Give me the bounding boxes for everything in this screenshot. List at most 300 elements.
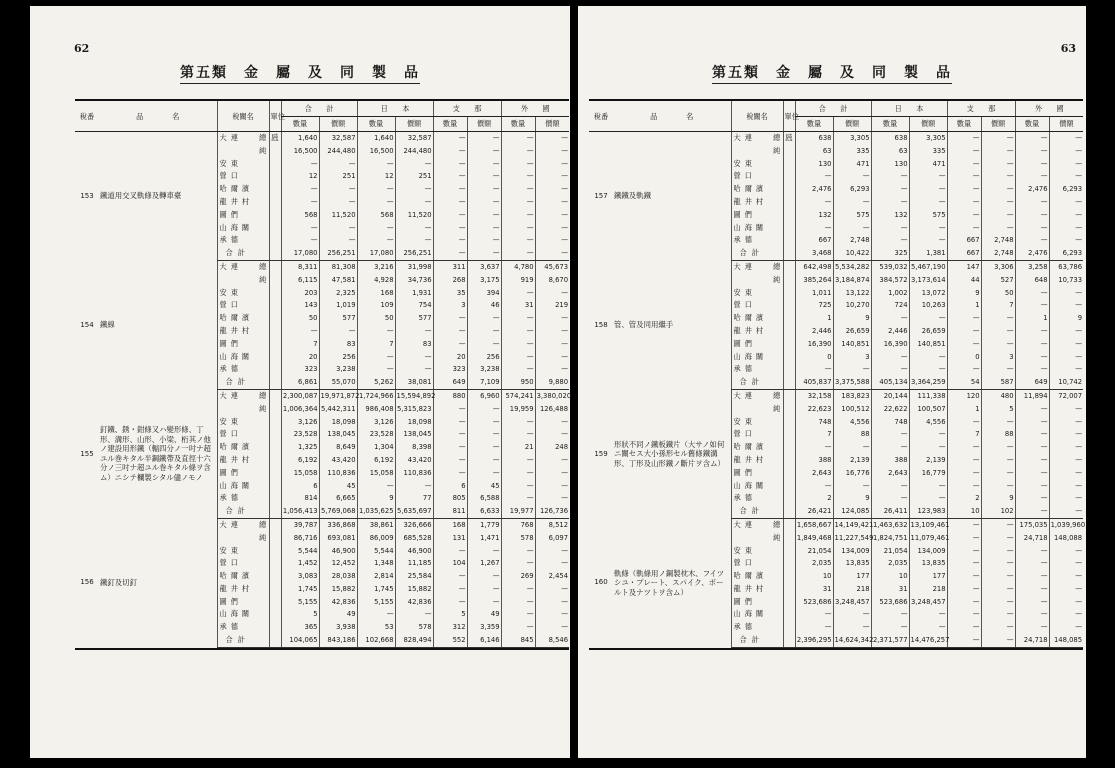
quantity-cell: 1,849,468 xyxy=(795,532,833,545)
value-cell: 3,364,259 xyxy=(909,376,947,389)
value-cell: — xyxy=(909,351,947,364)
item-name: 鐵釘及切釘 xyxy=(100,578,137,588)
value-cell: 18,098 xyxy=(319,416,357,429)
quantity-cell: 21,054 xyxy=(871,545,909,558)
gross-net-mark xyxy=(771,428,783,441)
quantity-cell: — xyxy=(1015,222,1049,235)
customs-port: 承德 xyxy=(731,621,771,634)
value-cell: 9,880 xyxy=(535,376,569,389)
customs-port: 哈爾濱 xyxy=(731,183,771,196)
quantity-cell: 1,745 xyxy=(281,583,319,596)
quantity-cell: — xyxy=(947,441,981,454)
header-total: 合 計 xyxy=(281,101,357,117)
customs-port: 承德 xyxy=(217,621,257,634)
value-cell: 693,081 xyxy=(319,532,357,545)
quantity-cell: 86,716 xyxy=(281,532,319,545)
value-cell: — xyxy=(981,480,1015,493)
quantity-cell: 11,894 xyxy=(1015,389,1049,402)
value-cell: — xyxy=(395,608,433,621)
customs-port: 合計 xyxy=(217,634,257,647)
quantity-cell: 132 xyxy=(871,209,909,222)
value-cell: 471 xyxy=(833,158,871,171)
quantity-cell: 50 xyxy=(357,312,395,325)
quantity-cell: 568 xyxy=(357,209,395,222)
header-code: 稅番 xyxy=(589,101,613,132)
quantity-cell: — xyxy=(501,621,535,634)
customs-port xyxy=(217,532,257,545)
value-cell: 14,149,421 xyxy=(833,518,871,531)
unit-cell xyxy=(269,441,281,454)
gross-net-mark xyxy=(771,222,783,235)
value-cell: — xyxy=(395,158,433,171)
unit-cell xyxy=(783,299,795,312)
value-cell: 575 xyxy=(833,209,871,222)
value-cell: — xyxy=(1049,287,1083,300)
quantity-cell: 0 xyxy=(947,351,981,364)
customs-port: 合計 xyxy=(731,247,771,260)
quantity-cell: 16,390 xyxy=(795,338,833,351)
customs-port: 大連 xyxy=(217,260,257,273)
quantity-cell: 3 xyxy=(433,299,467,312)
quantity-cell: 120 xyxy=(947,389,981,402)
gross-net-mark xyxy=(257,621,269,634)
gross-net-mark xyxy=(771,209,783,222)
value-cell: — xyxy=(467,158,501,171)
quantity-cell: 6 xyxy=(433,480,467,493)
value-cell: — xyxy=(909,441,947,454)
value-cell: — xyxy=(395,480,433,493)
quantity-cell: — xyxy=(357,158,395,171)
value-cell: — xyxy=(535,170,569,183)
quantity-cell: — xyxy=(433,570,467,583)
quantity-cell: 7 xyxy=(281,338,319,351)
value-cell: — xyxy=(319,158,357,171)
quantity-cell: 388 xyxy=(795,454,833,467)
unit-cell xyxy=(269,183,281,196)
value-cell: 88 xyxy=(981,428,1015,441)
value-cell: — xyxy=(467,312,501,325)
gross-net-mark xyxy=(257,247,269,260)
quantity-cell: — xyxy=(501,428,535,441)
quantity-cell: — xyxy=(1015,441,1049,454)
value-cell: — xyxy=(981,518,1015,531)
customs-port: 大連 xyxy=(731,132,771,145)
value-cell: — xyxy=(981,338,1015,351)
quantity-cell: 10 xyxy=(795,570,833,583)
quantity-cell: 147 xyxy=(947,260,981,273)
gross-net-mark xyxy=(771,170,783,183)
unit-cell xyxy=(783,518,795,531)
value-cell: — xyxy=(1049,196,1083,209)
customs-port: 營口 xyxy=(731,299,771,312)
quantity-cell: — xyxy=(433,158,467,171)
value-cell: 11,520 xyxy=(319,209,357,222)
page-number: 63 xyxy=(1060,42,1076,55)
gross-net-mark: 總 xyxy=(773,390,781,400)
unit-cell xyxy=(269,363,281,376)
quantity-cell: 667 xyxy=(947,234,981,247)
quantity-cell: 22,623 xyxy=(795,403,833,416)
customs-port: 安東 xyxy=(731,545,771,558)
unit-cell xyxy=(783,234,795,247)
customs-port: 山海關 xyxy=(217,222,257,235)
value-cell: 336,868 xyxy=(319,518,357,531)
value-cell: — xyxy=(535,363,569,376)
quantity-cell: 638 xyxy=(871,132,909,145)
value-cell: 5,442,311 xyxy=(319,403,357,416)
value-cell: — xyxy=(535,209,569,222)
quantity-cell: — xyxy=(1015,621,1049,634)
unit-cell xyxy=(783,505,795,518)
quantity-cell: 44 xyxy=(947,274,981,287)
gross-net-mark xyxy=(771,234,783,247)
unit-cell xyxy=(783,454,795,467)
quantity-cell: 5,155 xyxy=(357,596,395,609)
value-cell: 26,659 xyxy=(833,325,871,338)
tariff-code: 153 xyxy=(80,191,94,200)
gross-net-mark: 純 xyxy=(259,145,267,155)
gross-net-mark xyxy=(257,158,269,171)
value-cell: — xyxy=(1049,505,1083,518)
value-cell: — xyxy=(909,608,947,621)
gross-net-mark: 純 xyxy=(773,145,781,155)
value-cell: 11,227,549 xyxy=(833,532,871,545)
quantity-cell: — xyxy=(947,209,981,222)
gross-net-mark xyxy=(257,492,269,505)
quantity-cell: 6,115 xyxy=(281,274,319,287)
unit-cell xyxy=(783,557,795,570)
quantity-cell: 130 xyxy=(871,158,909,171)
value-cell: — xyxy=(467,145,501,158)
value-cell: 13,109,461 xyxy=(909,518,947,531)
quantity-cell: 0 xyxy=(795,351,833,364)
quantity-cell: 2,643 xyxy=(795,467,833,480)
value-cell: 5 xyxy=(981,403,1015,416)
quantity-cell: — xyxy=(947,583,981,596)
value-cell: — xyxy=(395,222,433,235)
customs-port: 大連 xyxy=(217,132,257,145)
quantity-cell: 323 xyxy=(281,363,319,376)
quantity-cell: 6,861 xyxy=(281,376,319,389)
header-item: 品 名 xyxy=(613,101,731,132)
quantity-cell: — xyxy=(947,634,981,647)
value-cell: — xyxy=(395,183,433,196)
value-cell: — xyxy=(467,209,501,222)
value-cell: 685,528 xyxy=(395,532,433,545)
quantity-cell: — xyxy=(501,583,535,596)
quantity-cell: 8,311 xyxy=(281,260,319,273)
quantity-cell: — xyxy=(947,145,981,158)
quantity-cell: — xyxy=(947,545,981,558)
quantity-cell: 7 xyxy=(947,428,981,441)
quantity-cell: — xyxy=(501,132,535,145)
customs-port: 山海關 xyxy=(217,351,257,364)
customs-port: 龍井村 xyxy=(217,454,257,467)
value-cell: — xyxy=(909,621,947,634)
value-cell: 5,534,282 xyxy=(833,260,871,273)
value-cell: 1,267 xyxy=(467,557,501,570)
quantity-cell: 23,528 xyxy=(357,428,395,441)
quantity-cell: 4,928 xyxy=(357,274,395,287)
gross-net-mark xyxy=(771,570,783,583)
quantity-cell: — xyxy=(871,312,909,325)
value-cell: 8,649 xyxy=(319,441,357,454)
quantity-cell: 1,348 xyxy=(357,557,395,570)
customs-port: 山海關 xyxy=(217,480,257,493)
item-name: 管、管及同用繼手 xyxy=(614,320,674,330)
value-cell: 15,882 xyxy=(395,583,433,596)
customs-port: 大連 xyxy=(731,518,771,531)
quantity-cell: — xyxy=(947,132,981,145)
value-cell: 244,480 xyxy=(395,145,433,158)
value-cell: 480 xyxy=(981,389,1015,402)
value-cell: 34,736 xyxy=(395,274,433,287)
quantity-cell: 814 xyxy=(281,492,319,505)
quantity-cell: — xyxy=(281,234,319,247)
value-cell: 1,019 xyxy=(319,299,357,312)
value-cell: — xyxy=(1049,608,1083,621)
quantity-cell: 768 xyxy=(501,518,535,531)
quantity-cell: 38,861 xyxy=(357,518,395,531)
quantity-cell: — xyxy=(795,621,833,634)
value-cell: 88 xyxy=(833,428,871,441)
value-cell: — xyxy=(981,416,1015,429)
gross-net-mark xyxy=(257,325,269,338)
value-cell: 124,085 xyxy=(833,505,871,518)
value-cell: 102 xyxy=(981,505,1015,518)
unit-cell xyxy=(269,196,281,209)
value-cell: 10,270 xyxy=(833,299,871,312)
gross-net-mark xyxy=(257,287,269,300)
quantity-cell: — xyxy=(1015,467,1049,480)
quantity-cell: 22,622 xyxy=(871,403,909,416)
value-cell: 18,098 xyxy=(395,416,433,429)
unit-cell xyxy=(269,260,281,273)
customs-port: 合計 xyxy=(731,634,771,647)
value-cell: — xyxy=(535,621,569,634)
value-cell: — xyxy=(909,492,947,505)
quantity-cell: — xyxy=(871,428,909,441)
page-title: 第五類 金 屬 及 同 製 品 xyxy=(578,62,1086,82)
item-name: 鐵道用交叉軌條及轉車臺 xyxy=(100,191,182,201)
tariff-code: 160 xyxy=(594,578,608,587)
quantity-cell: — xyxy=(1015,492,1049,505)
quantity-cell: 2,396,295 xyxy=(795,634,833,647)
value-cell: 50 xyxy=(981,287,1015,300)
gross-net-mark xyxy=(257,428,269,441)
value-cell: 46 xyxy=(467,299,501,312)
quantity-cell: — xyxy=(281,222,319,235)
value-cell: — xyxy=(535,234,569,247)
quantity-cell: — xyxy=(433,416,467,429)
gross-net-mark xyxy=(771,196,783,209)
header-qty: 數量 xyxy=(433,117,467,132)
gross-net-mark xyxy=(257,222,269,235)
unit-cell xyxy=(783,312,795,325)
value-cell: — xyxy=(535,132,569,145)
gross-net-mark xyxy=(771,299,783,312)
unit-cell xyxy=(269,145,281,158)
customs-port: 合計 xyxy=(217,376,257,389)
quantity-cell: 109 xyxy=(357,299,395,312)
value-cell: — xyxy=(467,338,501,351)
value-cell: 2,748 xyxy=(981,247,1015,260)
gross-net-mark: 純 xyxy=(773,532,781,542)
customs-port: 營口 xyxy=(217,299,257,312)
quantity-cell: 642,498 xyxy=(795,260,833,273)
header-qty: 數量 xyxy=(281,117,319,132)
value-cell: 5,315,823 xyxy=(395,403,433,416)
quantity-cell: 12 xyxy=(357,170,395,183)
value-cell: — xyxy=(319,222,357,235)
unit-cell xyxy=(783,570,795,583)
value-cell: 14,476,257 xyxy=(909,634,947,647)
quantity-cell: — xyxy=(357,363,395,376)
gross-net-mark xyxy=(257,596,269,609)
value-cell: — xyxy=(833,441,871,454)
gross-net-mark xyxy=(771,505,783,518)
quantity-cell: — xyxy=(1015,338,1049,351)
quantity-cell: — xyxy=(795,608,833,621)
unit-cell xyxy=(783,376,795,389)
gross-net-mark xyxy=(257,505,269,518)
quantity-cell: 35 xyxy=(433,287,467,300)
customs-port: 圖們 xyxy=(217,467,257,480)
unit-cell xyxy=(269,325,281,338)
value-cell: 43,420 xyxy=(395,454,433,467)
header-value: 價額 xyxy=(535,117,569,132)
quantity-cell: — xyxy=(501,287,535,300)
value-cell: 4,556 xyxy=(909,416,947,429)
unit-cell xyxy=(783,325,795,338)
quantity-cell: — xyxy=(501,170,535,183)
value-cell: — xyxy=(981,158,1015,171)
value-cell: 46,900 xyxy=(395,545,433,558)
quantity-cell: 311 xyxy=(433,260,467,273)
quantity-cell: — xyxy=(947,363,981,376)
value-cell: — xyxy=(319,234,357,247)
customs-port: 哈爾濱 xyxy=(731,570,771,583)
value-cell: 28,038 xyxy=(319,570,357,583)
gross-net-mark xyxy=(771,480,783,493)
value-cell: — xyxy=(833,480,871,493)
quantity-cell: — xyxy=(433,183,467,196)
value-cell: 138,045 xyxy=(395,428,433,441)
value-cell: — xyxy=(981,325,1015,338)
value-cell: — xyxy=(535,325,569,338)
quantity-cell: 638 xyxy=(795,132,833,145)
quantity-cell: — xyxy=(281,196,319,209)
value-cell: — xyxy=(467,222,501,235)
customs-port: 哈爾濱 xyxy=(217,570,257,583)
quantity-cell: 748 xyxy=(871,416,909,429)
quantity-cell: — xyxy=(871,234,909,247)
value-cell: — xyxy=(467,545,501,558)
quantity-cell: 1,463,632 xyxy=(871,518,909,531)
value-cell: — xyxy=(833,608,871,621)
value-cell: — xyxy=(981,222,1015,235)
quantity-cell: 1 xyxy=(947,403,981,416)
quantity-cell: 53 xyxy=(357,621,395,634)
quantity-cell: 15,058 xyxy=(357,467,395,480)
value-cell: 1,931 xyxy=(395,287,433,300)
value-cell: — xyxy=(535,158,569,171)
gross-net-mark xyxy=(257,170,269,183)
quantity-cell: 667 xyxy=(947,247,981,260)
quantity-cell: 24,718 xyxy=(1015,532,1049,545)
customs-port: 龍井村 xyxy=(731,325,771,338)
value-cell: — xyxy=(909,183,947,196)
quantity-cell: 2,371,577 xyxy=(871,634,909,647)
unit-cell xyxy=(269,209,281,222)
quantity-cell: — xyxy=(281,325,319,338)
customs-port: 山海關 xyxy=(731,222,771,235)
quantity-cell: — xyxy=(1015,557,1049,570)
value-cell: 47,581 xyxy=(319,274,357,287)
value-cell: 46,900 xyxy=(319,545,357,558)
quantity-cell: 21 xyxy=(501,441,535,454)
customs-port: 安東 xyxy=(217,287,257,300)
quantity-cell: — xyxy=(433,209,467,222)
value-cell: 2,325 xyxy=(319,287,357,300)
value-cell: 12,452 xyxy=(319,557,357,570)
value-cell: 140,851 xyxy=(909,338,947,351)
quantity-cell: — xyxy=(947,170,981,183)
quantity-cell: — xyxy=(501,325,535,338)
value-cell: 123,983 xyxy=(909,505,947,518)
page-left xyxy=(30,6,570,758)
gross-net-mark xyxy=(771,416,783,429)
value-cell: — xyxy=(833,196,871,209)
value-cell: — xyxy=(535,583,569,596)
quantity-cell: — xyxy=(357,234,395,247)
unit-cell xyxy=(269,170,281,183)
quantity-cell: — xyxy=(501,145,535,158)
gross-net-mark xyxy=(257,441,269,454)
value-cell: — xyxy=(467,428,501,441)
customs-port xyxy=(217,274,257,287)
customs-port: 圖們 xyxy=(217,596,257,609)
quantity-cell: — xyxy=(433,338,467,351)
quantity-cell: — xyxy=(433,234,467,247)
quantity-cell: 104 xyxy=(433,557,467,570)
quantity-cell: 268 xyxy=(433,274,467,287)
value-cell: — xyxy=(833,222,871,235)
value-cell: 1,381 xyxy=(909,247,947,260)
value-cell: — xyxy=(981,196,1015,209)
value-cell: 11,079,461 xyxy=(909,532,947,545)
gross-net-mark: 總 xyxy=(259,133,267,142)
quantity-cell: — xyxy=(501,338,535,351)
quantity-cell: 3,468 xyxy=(795,247,833,260)
gross-net-mark xyxy=(771,557,783,570)
value-cell: — xyxy=(467,325,501,338)
gross-net-mark xyxy=(257,183,269,196)
quantity-cell: 7 xyxy=(357,338,395,351)
gross-net-mark xyxy=(771,454,783,467)
value-cell: 83 xyxy=(319,338,357,351)
customs-port: 圖們 xyxy=(731,209,771,222)
quantity-cell: 2,476 xyxy=(1015,183,1049,196)
table-row xyxy=(75,389,569,402)
value-cell: — xyxy=(1049,557,1083,570)
value-cell: 3,938 xyxy=(319,621,357,634)
value-cell: 335 xyxy=(833,145,871,158)
quantity-cell: 24,718 xyxy=(1015,634,1049,647)
quantity-cell: 1,452 xyxy=(281,557,319,570)
value-cell: 754 xyxy=(395,299,433,312)
tariff-code: 159 xyxy=(594,449,608,458)
